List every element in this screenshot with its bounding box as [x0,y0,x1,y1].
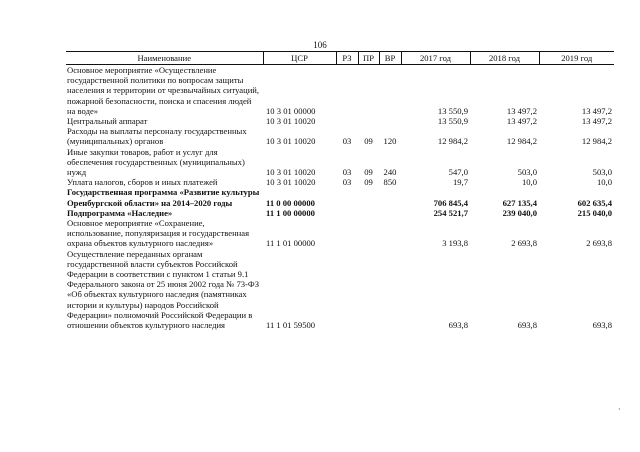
cell-2017: 547,0 [448,167,468,178]
table-row [66,177,614,187]
cell-name: Подпрограмма «Наследие» [67,207,173,218]
table-row [66,126,614,146]
cell-2018: 2 693,8 [511,238,537,249]
cell-pr [358,208,379,218]
cell-csr: 11 1 00 00000 [266,207,315,218]
cell-2019: 503,0 [592,167,612,178]
cell-2019: 10,0 [596,177,612,188]
cell-2018: 239 040,0 [502,207,537,218]
cell-vr [379,249,401,331]
cell-2017: 13 550,9 [437,116,468,127]
cell-2017: 706 845,4 [433,197,468,208]
table-row [66,116,614,126]
header-name: Наименование [66,52,263,65]
cell-2017: 13 550,9 [437,105,468,116]
cell-2019: 693,8 [592,320,612,331]
cell-csr: 10 3 01 00000 [266,105,316,116]
cell-csr: 11 0 00 00000 [266,197,315,208]
header-csr: ЦСР [263,52,336,65]
cell-pr: 09 [364,167,373,178]
cell-2019: 602 635,4 [577,197,612,208]
table-row [66,218,614,249]
cell-pr [358,116,379,126]
table-row [66,65,614,117]
cell-2017: 3 193,8 [442,238,468,249]
header-pr: ПР [358,52,379,65]
table-row [66,208,614,218]
cell-rz [336,116,358,126]
cell-name: Расходы на выплаты персоналу государственных (муниципальных) органов [67,126,247,147]
cell-csr: 10 3 01 10020 [266,136,316,147]
cell-name: Иные закупки товаров, работ и услуг для обеспечения государственных (муниципальных) нужд [67,146,245,178]
cell-vr [379,218,401,249]
cell-rz: 03 [342,167,352,178]
header-2018: 2018 год [470,52,539,65]
cell-name: Центральный аппарат [67,116,148,127]
cell-vr [379,116,401,126]
cell-rz [336,208,358,218]
cell-rz: 03 [342,136,352,147]
cell-2018: 12 984,2 [506,136,537,147]
cell-name: Государственная программа «Развитие культуры Оренбургской области» на 2014–2020 годы [67,187,260,208]
cell-2018: 13 497,2 [506,105,537,116]
table-row [66,147,614,178]
cell-csr: 10 3 01 10020 [266,116,316,127]
cell-2019: 12 984,2 [581,136,612,147]
cell-rz: 03 [342,177,352,188]
cell-pr [358,65,379,117]
cell-2018: 13 497,2 [506,116,537,127]
cell-2017: 19,7 [452,177,468,188]
cell-rz [336,187,358,207]
cell-rz [336,218,358,249]
cell-csr: 11 1 01 59500 [266,320,316,331]
cell-pr [358,218,379,249]
cell-pr [358,187,379,207]
cell-rz [336,249,358,331]
cell-2019: 13 497,2 [581,105,612,116]
cell-2018: 503,0 [517,167,537,178]
cell-name: Основное мероприятие «Сохранение, использование, популяризация и государственная охрана объектов культурного наследия» [67,218,250,249]
cell-2018: 693,8 [517,320,537,331]
header-rz: РЗ [336,52,358,65]
table-row [66,187,614,207]
cell-rz [336,65,358,117]
cell-2017: 254 521,7 [433,207,468,218]
cell-name: Основное мероприятие «Осуществление государственной политики по вопросам защиты населения и территории от чрезвычайных ситуаций, пожарной безопасности, поиска и спасения людей на воде» [67,65,260,116]
cell-2017: 693,8 [448,320,468,331]
table-row [66,249,614,331]
header-2017: 2017 год [401,52,470,65]
cell-vr [379,208,401,218]
cell-name: Осуществление переданных органам государственной власти субъектов Российской Федерации в соответствии с пунктом 1 статьи 9.1 Федерального закона от 25 июня 2002 года № 73-ФЗ «Об объектах культурного наследия (памятниках истории и культуры) народов Российской Федерации» полномочий Российской Федерации в отношении объектов культурного наследия [67,248,260,331]
header-2019: 2019 год [539,52,614,65]
cell-csr: 10 3 01 10020 [266,167,316,178]
cell-pr: 09 [364,136,373,147]
cell-name: Уплата налогов, сборов и иных платежей [67,177,218,188]
cell-csr: 11 1 01 00000 [266,238,316,249]
corner-mark: · [618,405,621,414]
cell-csr: 10 3 01 10020 [266,177,316,188]
cell-vr: 850 [383,177,397,188]
cell-2019: 215 040,0 [577,207,612,218]
budget-table [66,51,614,330]
table-header-row [66,52,614,65]
cell-vr [379,65,401,117]
page-number: 106 [313,40,327,50]
cell-2018: 627 135,4 [502,197,537,208]
cell-2017: 12 984,2 [437,136,468,147]
cell-2018: 10,0 [521,177,537,188]
header-vr: ВР [379,52,401,65]
cell-2019: 13 497,2 [581,116,612,127]
cell-vr: 240 [383,167,397,178]
cell-2019: 2 693,8 [586,238,612,249]
cell-vr: 120 [383,136,397,147]
cell-pr [358,249,379,331]
cell-pr: 09 [364,177,373,188]
cell-vr [379,187,401,207]
